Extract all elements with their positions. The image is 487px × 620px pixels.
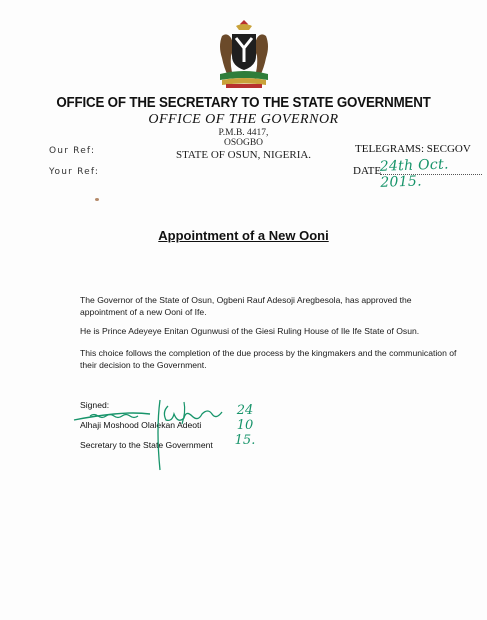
signed-label: Signed:	[80, 400, 110, 410]
body-paragraph-3: This choice follows the completion of the due process by the kingmakers and the communication of their decision to the Government.	[80, 348, 457, 370]
coat-of-arms-icon	[212, 18, 276, 90]
body-paragraph-2: He is Prince Adeyeye Enitan Ogunwusi of the Giesi Ruling House of Ile Ife State of Osun.	[80, 326, 420, 336]
date-label: DATE	[353, 165, 382, 177]
address-state: STATE OF OSUN, NIGERIA.	[175, 149, 312, 161]
handwritten-date: 24th Oct. 2015.	[379, 156, 450, 191]
your-ref-label: Your Ref:	[49, 167, 100, 177]
office-title: OFFICE OF THE SECRETARY TO THE STATE GOVERNMENT	[56, 95, 431, 111]
office-subtitle: OFFICE OF THE GOVERNOR	[148, 112, 339, 127]
address-city: OSOGBO	[223, 138, 264, 148]
signature-date-day: 24	[236, 403, 254, 418]
our-ref-label: Our Ref:	[49, 146, 96, 156]
signature-date-year: 15.	[234, 433, 256, 448]
letter-heading: Appointment of a New Ooni	[158, 228, 329, 243]
signatory-name: Alhaji Moshood Olalekan Adeoti	[80, 420, 202, 430]
body-paragraph-1: The Governor of the State of Osun, Ogbeni Rauf Adesoji Aregbesola, has approved the appointment of a new Ooni of Ife.	[80, 295, 412, 317]
address-pmb: P.M.B. 4417,	[218, 128, 269, 138]
paper-speck	[95, 198, 99, 201]
signature-date-month: 10	[236, 418, 254, 433]
signature-date	[232, 403, 258, 448]
telegrams-label: TELEGRAMS: SECGOV	[355, 143, 471, 155]
signatory-designation: Secretary to the State Government	[80, 440, 213, 450]
